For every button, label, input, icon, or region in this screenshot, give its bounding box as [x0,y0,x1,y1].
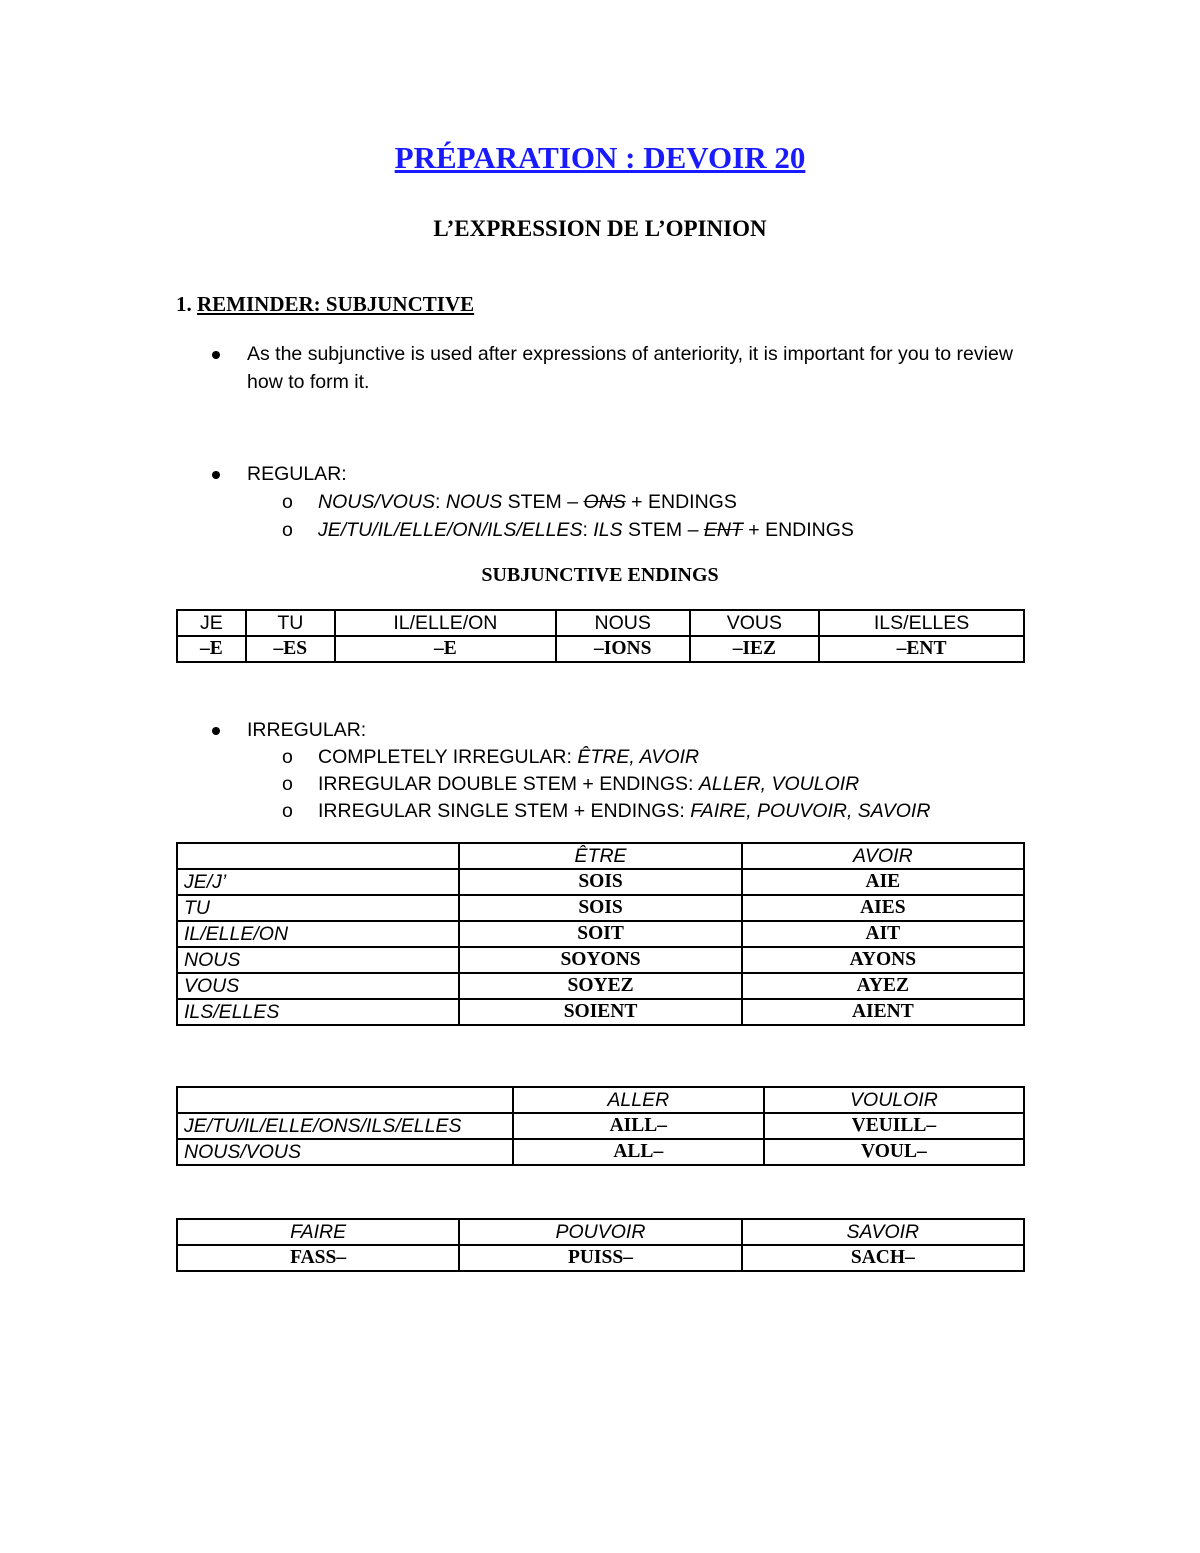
table-cell: NOUS/VOUS [177,1139,513,1165]
table-header [177,1087,513,1113]
table-cell: SOYEZ [459,973,741,999]
table-cell: –E [177,636,246,662]
table-cell: AIES [742,895,1024,921]
table-header [177,843,459,869]
subjunctive-endings-table [176,609,1025,663]
table-cell: VEUILL– [764,1113,1024,1139]
table-cell: FASS– [177,1245,459,1271]
table-cell: –ES [246,636,335,662]
circle-bullet-icon: o [282,491,293,513]
table-row [177,947,1024,973]
table-row [177,1245,1024,1271]
table-header: VOUS [690,610,820,636]
table-cell: ILS/ELLES [177,999,459,1025]
page-subtitle: L’EXPRESSION DE L’OPINION [433,216,767,241]
table-cell: AIE [742,869,1024,895]
table-header: JE [177,610,246,636]
table-row [177,895,1024,921]
table-cell: SOIS [459,895,741,921]
table-header: FAIRE [177,1219,459,1245]
section-label: REMINDER: SUBJUNCTIVE [197,292,475,316]
table-row [177,1113,1024,1139]
table-cell: NOUS [177,947,459,973]
table-row [177,1219,1024,1245]
table-cell: AYONS [742,947,1024,973]
table-cell: –IONS [556,636,690,662]
irregular-item-completely: o COMPLETELY IRREGULAR: ÊTRE, AVOIR [282,743,699,771]
bullet-regular-label: REGULAR: [247,463,347,485]
endings-table-title: SUBJUNCTIVE ENDINGS [481,564,719,586]
table-cell: AYEZ [742,973,1024,999]
bullet-dot-icon [212,727,220,735]
table-row [177,921,1024,947]
table-row [177,636,1024,662]
table-header: IL/ELLE/ON [335,610,556,636]
bullet-dot-icon [212,351,220,359]
irregular-item-single-stem: o IRREGULAR SINGLE STEM + ENDINGS: FAIRE, POUVOIR, SAVOIR [282,797,930,825]
table-header: POUVOIR [459,1219,741,1245]
table-row [177,843,1024,869]
table-header: SAVOIR [742,1219,1024,1245]
table-header: ÊTRE [459,843,741,869]
section-heading [176,292,474,317]
bullet-intro-text: As the subjunctive is used after expressions of anteriority, it is important for you to review how to form it. [247,343,1013,393]
table-header: ILS/ELLES [819,610,1024,636]
bullet-dot-icon [212,471,220,479]
table-cell: PUISS– [459,1245,741,1271]
table-cell: JE/J’ [177,869,459,895]
table-row [177,999,1024,1025]
table-cell: ALL– [513,1139,764,1165]
bullet-regular [212,460,1027,488]
table-cell: SOIT [459,921,741,947]
aller-vouloir-table [176,1086,1025,1166]
faire-pouvoir-savoir-table [176,1218,1025,1272]
page-title: PRÉPARATION : DEVOIR 20 [394,140,806,175]
table-cell: SOIS [459,869,741,895]
table-cell: JE/TU/IL/ELLE/ONS/ILS/ELLES [177,1113,513,1139]
table-cell: SACH– [742,1245,1024,1271]
table-cell: IL/ELLE/ON [177,921,459,947]
circle-bullet-icon: o [282,800,293,822]
section-number: 1. [176,292,192,316]
circle-bullet-icon: o [282,519,293,541]
table-cell: AIENT [742,999,1024,1025]
table-cell: –IEZ [690,636,820,662]
bullet-irregular [212,716,1027,744]
etre-avoir-table [176,842,1025,1026]
table-cell: TU [177,895,459,921]
bullet-irregular-label: IRREGULAR: [247,719,367,741]
table-header: ALLER [513,1087,764,1113]
table-row [177,1139,1024,1165]
table-row [177,610,1024,636]
regular-item-je-ils: o JE/TU/IL/ELLE/ON/ILS/ELLES: ILS STEM – ENT + ENDINGS [282,516,854,544]
table-cell: AIT [742,921,1024,947]
circle-bullet-icon: o [282,773,293,795]
regular-item-nous-vous: o NOUS/VOUS: NOUS STEM – ONS + ENDINGS [282,488,737,516]
table-header: TU [246,610,335,636]
table-cell: VOUS [177,973,459,999]
irregular-item-double-stem: o IRREGULAR DOUBLE STEM + ENDINGS: ALLER, VOULOIR [282,770,859,798]
table-header: VOULOIR [764,1087,1024,1113]
circle-bullet-icon: o [282,746,293,768]
table-cell: SOIENT [459,999,741,1025]
table-row [177,1087,1024,1113]
table-cell: –ENT [819,636,1024,662]
table-header: AVOIR [742,843,1024,869]
table-row [177,973,1024,999]
table-cell: AILL– [513,1113,764,1139]
bullet-intro [212,340,1027,396]
table-cell: SOYONS [459,947,741,973]
table-row [177,869,1024,895]
table-header: NOUS [556,610,690,636]
table-cell: –E [335,636,556,662]
table-cell: VOUL– [764,1139,1024,1165]
